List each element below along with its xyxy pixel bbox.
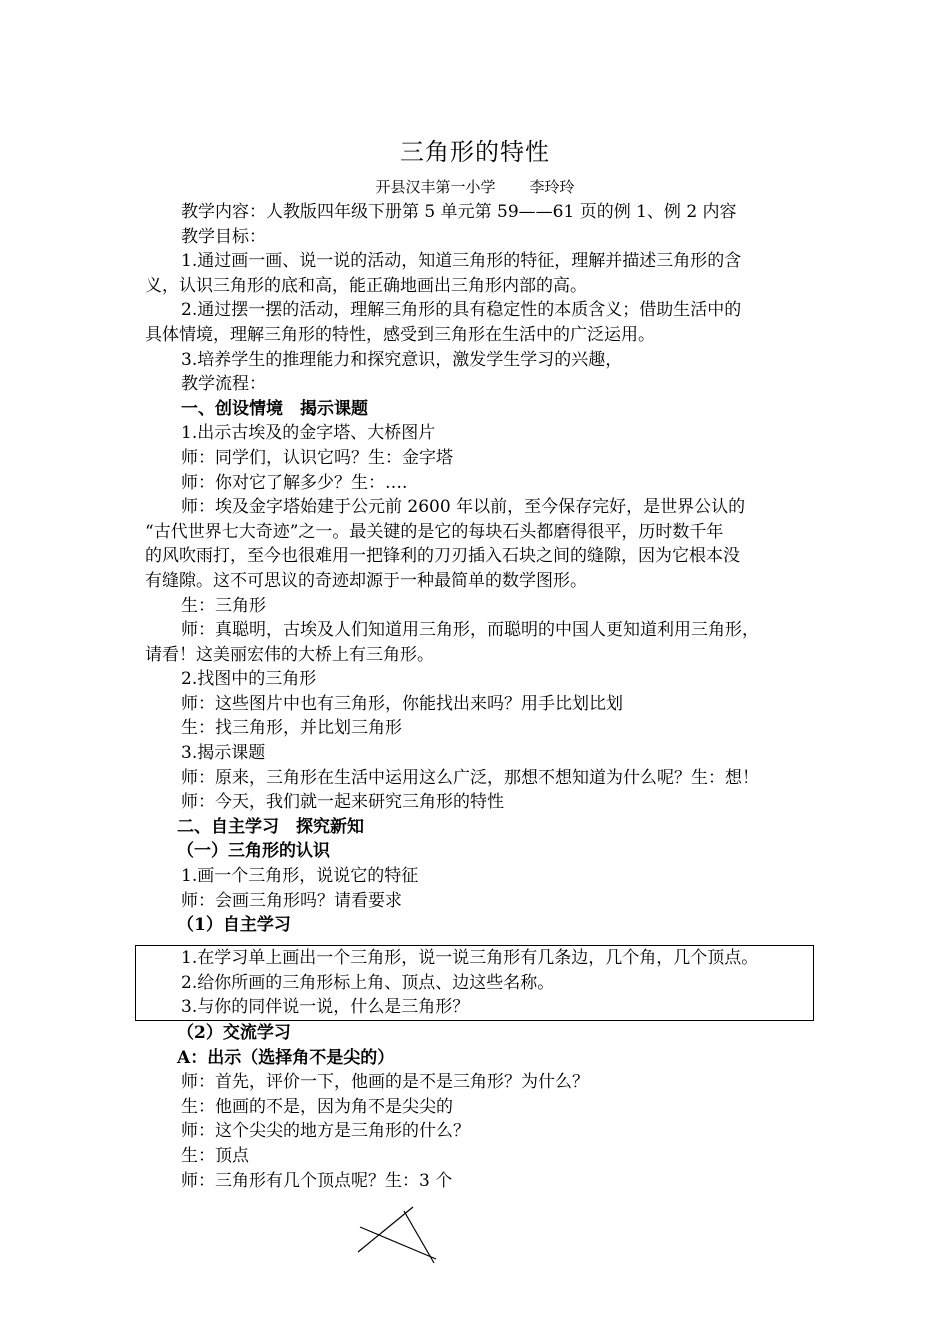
paragraph-line: 1.通过画一画、说一说的活动，知道三角形的特征，理解并描述三角形的含 — [181, 251, 742, 272]
subsection-heading: （1）自主学习 — [177, 915, 291, 936]
subsection-heading: A：出示（选择角不是尖的） — [177, 1047, 395, 1068]
paragraph-line: 3.培养学生的推理能力和探究意识，激发学生学习的兴趣， — [181, 349, 623, 370]
paragraph-line: “古代世界七大奇迹”之一。最关键的是它的每块石头都磨得很平，历时数千年 — [145, 521, 724, 542]
paragraph-line: 2.通过摆一摆的活动，理解三角形的具有稳定性的本质含义；借助生活中的 — [181, 300, 742, 321]
paragraph-line: 教学内容：人教版四年级下册第 5 单元第 59——61 页的例 1、例 2 内容 — [181, 202, 737, 222]
paragraph-line: 师：这个尖尖的地方是三角形的什么？ — [181, 1121, 470, 1142]
figure-line — [360, 1227, 436, 1259]
task-item: 2.给你所画的三角形标上角、顶点、边这些名称。 — [181, 972, 555, 993]
task-item: 3.与你的同伴说一说，什么是三角形？ — [181, 997, 470, 1018]
paragraph-line: 有缝隙。这不可思议的奇迹却源于一种最简单的数学图形。 — [145, 570, 587, 591]
paragraph-line: 生：顶点 — [181, 1145, 249, 1166]
school-name: 开县汉丰第一小学 — [375, 178, 496, 196]
task-box-content — [145, 946, 810, 1020]
paragraph-line: 3.揭示课题 — [181, 743, 266, 764]
subsection-heading: （一）三角形的认识 — [177, 841, 330, 862]
paragraph-line: 具体情境，理解三角形的特性，感受到三角形在生活中的广泛运用。 — [145, 324, 655, 345]
paragraph-line: 师：你对它了解多少？生：…. — [181, 472, 408, 493]
paragraph-line: 师：同学们，认识它吗？生：金字塔 — [181, 447, 453, 468]
figure-line — [404, 1211, 434, 1263]
paragraph-line: 的风吹雨打，至今也很难用一把锋利的刀刃插入石块之间的缝隙，因为它根本没 — [145, 546, 740, 567]
paragraph-line: 师：首先，评价一下，他画的是不是三角形？为什么？ — [181, 1072, 589, 1093]
paragraph-line: 1.画一个三角形，说说它的特征 — [181, 866, 419, 887]
byline — [0, 176, 950, 197]
subsection-heading: （2）交流学习 — [177, 1023, 291, 1043]
document-body-continued — [145, 1021, 810, 1193]
paragraph-line: 生：三角形 — [181, 595, 266, 616]
paragraph-line: 师：埃及金字塔始建于公元前 2600 年以前，至今保存完好，是世界公认的 — [181, 497, 746, 518]
author-name: 李玲玲 — [529, 178, 575, 196]
paragraph-line: 1.出示古埃及的金字塔、大桥图片 — [181, 423, 436, 444]
paragraph-line: 生：他画的不是，因为角不是尖尖的 — [181, 1096, 453, 1117]
paragraph-line: 师：真聪明，古埃及人们知道用三角形，而聪明的中国人更知道利用三角形， — [181, 620, 759, 641]
page-title: 三角形的特性 — [400, 138, 550, 166]
paragraph-line: 师：三角形有几个顶点呢？生：3 个 — [181, 1170, 453, 1191]
paragraph-line: 师：今天，我们就一起来研究三角形的特性 — [181, 792, 504, 813]
open-angle-figure — [356, 1205, 446, 1265]
document-body — [145, 200, 810, 938]
section-heading: 二、自主学习 探究新知 — [177, 816, 364, 837]
task-item: 1.在学习单上画出一个三角形，说一说三角形有几条边，几个角，几个顶点。 — [181, 948, 759, 968]
paragraph-line: 2.找图中的三角形 — [181, 669, 317, 690]
paragraph-line: 生：找三角形，并比划三角形 — [181, 718, 402, 739]
paragraph-line: 教学流程： — [181, 374, 266, 395]
section-heading: 一、创设情境 揭示课题 — [181, 398, 368, 419]
paragraph-line: 请看！这美丽宏伟的大桥上有三角形。 — [145, 644, 434, 665]
paragraph-line: 师：这些图片中也有三角形，你能找出来吗？用手比划比划 — [181, 693, 623, 714]
paragraph-line: 义，认识三角形的底和高，能正确地画出三角形内部的高。 — [145, 275, 587, 296]
paragraph-line: 师：原来，三角形在生活中运用这么广泛，那想不想知道为什么呢？生：想！ — [181, 767, 759, 788]
paragraph-line: 师：会画三角形吗？请看要求 — [181, 890, 402, 911]
paragraph-line: 教学目标： — [181, 226, 266, 247]
